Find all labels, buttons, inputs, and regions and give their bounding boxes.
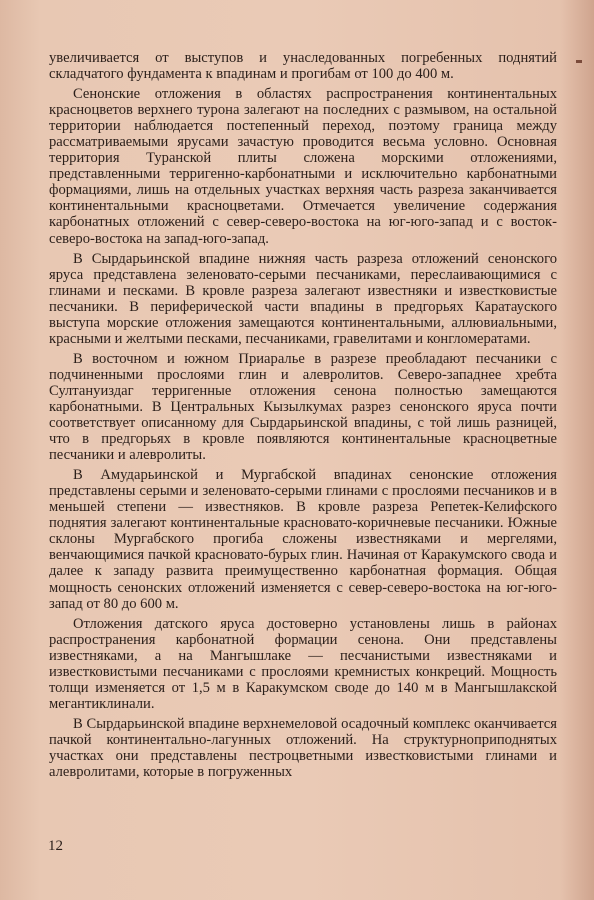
paragraph: В восточном и южном Приаралье в разрезе преобладают песчаники с подчиненными прослоями глин и алевролитов. Северо-западнее хребта Султануиздаг терригенные отложения сенона полностью замещаются карбонатными. В Центральных Кызылкумах разрез сенонского яруса почти соответствует описанному для Сырдарьинской впадины, с той лишь разницей, что в предгорьях в кровле появляются континентальные красноцветные песчаники и алевролиты. bbox=[49, 350, 557, 464]
body-text bbox=[49, 50, 557, 784]
paragraph: Сенонские отложения в областях распространения континентальных красноцветов верхнего турона залегают на последних с размывом, на остальной территории наблюдается постепенный переход, поэтому граница между рассматриваемыми ярусами зачастую проводится весьма условно. Основная территория Туранской плиты сложена морскими отложениями, представленными терригенно-карбонатными и исключительно карбонатными формациями, лишь на отдельных участках верхняя часть разреза заканчивается континентальными красноцветами. Отмечается увеличение содержания карбонатных отложений с север-северо-востока на юг-юго-запад и с восток-северо-востока на запад-юго-запад. bbox=[49, 86, 557, 247]
page-edge-mark bbox=[576, 60, 582, 63]
page-number: 12 bbox=[48, 838, 63, 854]
paragraph: В Сырдарьинской впадине верхнемеловой осадочный комплекс оканчивается пачкой континентально-лагунных отложений. На структурноприподнятых участках они представлены пестроцветными известковистыми глинами и алевролитами, которые в погруженных bbox=[49, 715, 557, 781]
paragraph: В Сырдарьинской впадине нижняя часть разреза отложений сенонского яруса представлена зеленовато-серыми песчаниками, переслаивающимися с глинами и песками. В кровле разреза залегают известняки и известковистые песчаники. В периферической части впадины в предгорьях Каратауского выступа морские отложения замещаются континентальными, аллювиальными, красными и желтыми песками, песчаниками, гравелитами и конгломератами. bbox=[49, 250, 557, 347]
paragraph: увеличивается от выступов и унаследованных погребенных поднятий складчатого фундамента к впадинам и прогибам от 100 до 400 м. bbox=[49, 50, 557, 83]
paragraph: В Амударьинской и Мургабской впадинах сенонские отложения представлены серыми и зеленовато-серыми глинами с прослоями песчаников и в меньшей степени — известняков. В кровле разреза Репетек-Келифского поднятия залегают континентальные красновато-коричневые песчаники. Южные склоны Мургабского прогиба сложены известняками и мергелями, венчающимися пачкой красновато-бурых глин. Начиная от Каракумского свода и далее к западу развита преимущественно карбонатная формация. Общая мощность сенонских отложений изменяется с север-северо-востока на юг-юго-запад от 80 до 600 м. bbox=[49, 467, 557, 612]
paragraph: Отложения датского яруса достоверно установлены лишь в районах распространения карбонатной формации сенона. Они представлены известняками, а на Мангышлаке — песчанистыми известняками и известковистыми песчаниками с прослоями кремнистых конкреций. Мощность толщи изменяется от 1,5 м в Каракумском своде до 140 м в Мангышлакской мегантиклинали. bbox=[49, 615, 557, 712]
